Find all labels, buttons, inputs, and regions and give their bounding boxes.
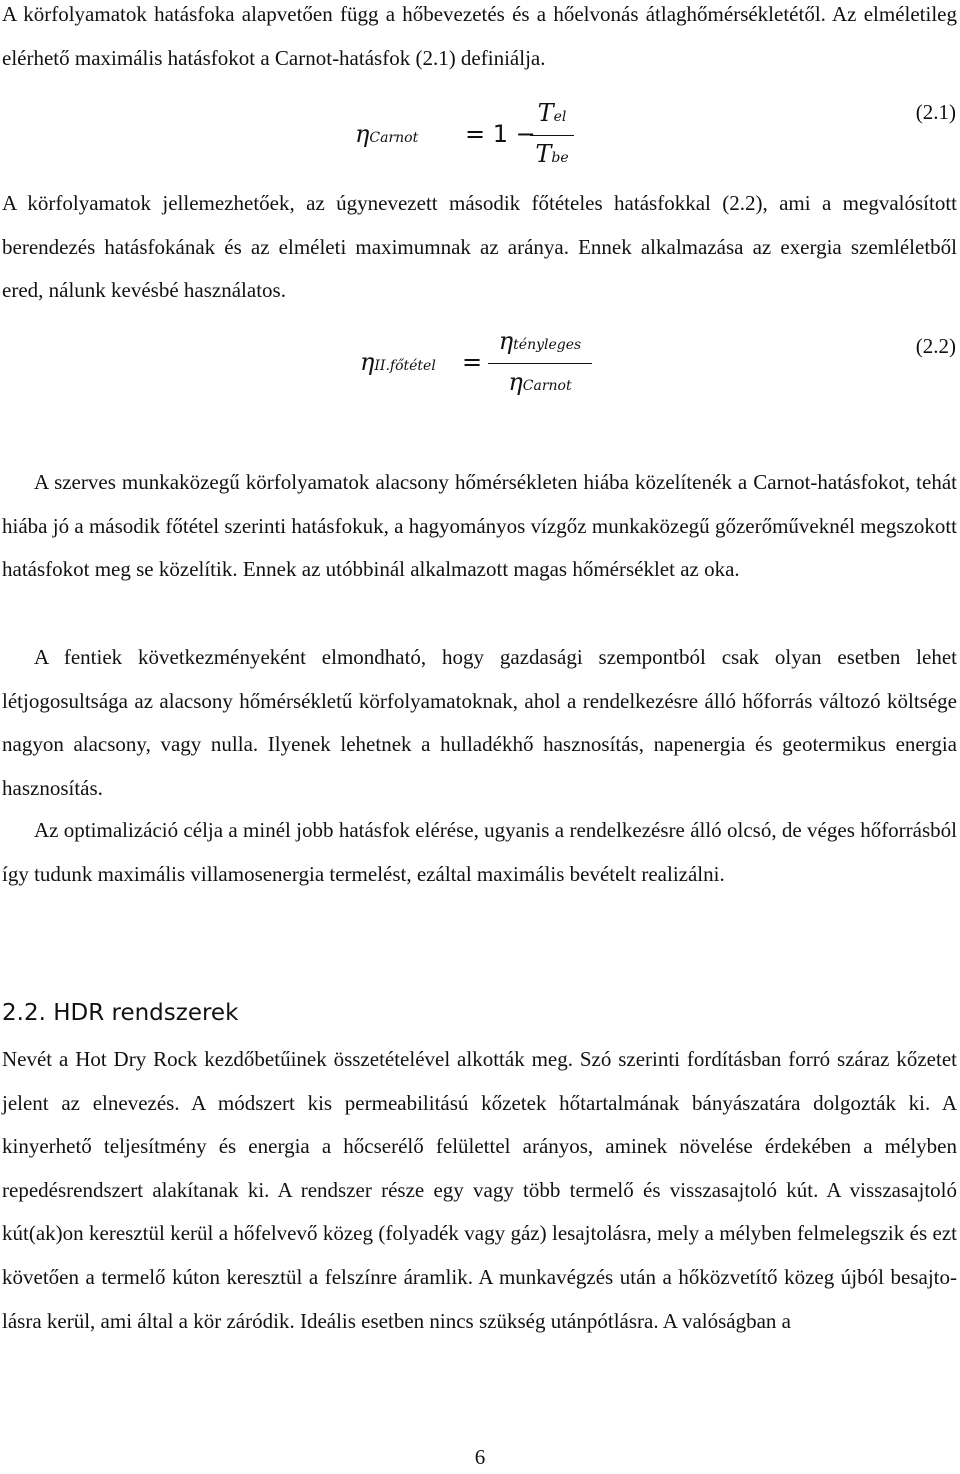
eq1-fraction-bar	[530, 135, 574, 136]
eq2-fraction	[488, 326, 592, 401]
eq1-fraction	[530, 98, 574, 173]
paragraph-intro-2: A körfolyamatok jellemezhetőek, az úgynevezett második főtételes hatásfokkal (2.2), ami a megvalósított berendezés hatásfokának és az elméleti maximumnak az aránya. Ennek alkalmazása az exergia szemléletből ered, nálunk kevésbé használatos.	[2, 191, 957, 303]
eq2-equals: =	[462, 348, 483, 376]
eq2-numerator: ηtényleges	[498, 327, 582, 355]
paragraph-optimization: Az optimalizáció célja a minél jobb hatásfok elérése, ugyanis a rendelkezésre álló olcsó, de véges hőforrásból így tudunk maximális villamosenergia termelést, ezáltal maximális bevételt realizálni.	[2, 818, 957, 886]
paragraph-intro-1: A körfolyamatok hatásfoka alapvetően függ a hőbevezetés és a hőelvonás átlaghőmérsékletétől. Az elméletileg elérhető maximális hatásfokot a Carnot-hatásfok (2.1) definiálja.	[2, 2, 957, 70]
eq2-number: (2.2)	[915, 334, 956, 358]
eq2-denominator: ηCarnot	[508, 368, 572, 396]
paragraph-hdr: Nevét a Hot Dry Rock kezdőbetűinek összetételével alkották meg. Szó szerinti fordításban forró száraz kőzetet jelent az elnevezés. A módszert kis permeabilitású kőzetek hőtartalmának bányászatára dolgozták ki. A kinyerhető teljesítmény és energia a hőcserélő felülettel arányos, aminek növelése érdekében a mélyben repedésrendszert alakítanak ki. A rendszer része egy vagy több termelő és visszasajtoló kút. A visszasajtoló kút(ak)on keresztül kerül a hőfelvevő közeg (folyadék vagy gáz) lesajtolásra, mely a mélyben felmelegszik és ezt követően a termelő kúton keresztül a felszínre áramlik. A munkavégzés után a hőközvetítő közeg újból besajtolásra kerül, ami által a kör záródik. Ideális esetben nincs szükség utánpótlásra. A valóságban a	[2, 1047, 957, 1333]
eq1-numerator: Tel	[537, 99, 567, 127]
eq1-lhs: ηCarnot	[355, 120, 419, 148]
equation-2-1	[0, 98, 960, 178]
eq2-fraction-bar	[488, 363, 592, 364]
eq1-number: (2.1)	[915, 100, 956, 124]
page-number: 6	[474, 1445, 486, 1469]
paragraph-economics: A fentiek következményeként elmondható, hogy gazdasági szempontból csak olyan esetben lehet létjogosultsága az alacsony hőmérsékletű körfolyamatoknak, ahol a rendelkezésre álló hőforrás változó költsége nagyon alacsony, vagy nulla. Ilyenek lehetnek a hulladékhő hasznosítás, napenergia és geotermikus energia hasznosítás.	[2, 645, 957, 800]
eq1-equals: = 1 −	[465, 120, 536, 148]
paragraph-organic-cycles: A szerves munkaközegű körfolyamatok alacsony hőmérsékleten hiába közelítenék a Carnot-hatásfokot, tehát hiába jó a második főtétel szerinti hatásfokuk, a hagyományos vízgőz munkaközegű gőzerőműveknél megszokott hatásfokot meg se közelítik. Ennek az utóbbinál alkalmazott magas hőmérséklet az oka.	[2, 470, 957, 582]
equation-2-2	[0, 326, 960, 406]
eq2-lhs: ηII.főtétel	[360, 348, 436, 376]
eq1-denominator: Tbe	[535, 140, 569, 168]
section-heading: 2.2. HDR rendszerek	[2, 1000, 239, 1026]
